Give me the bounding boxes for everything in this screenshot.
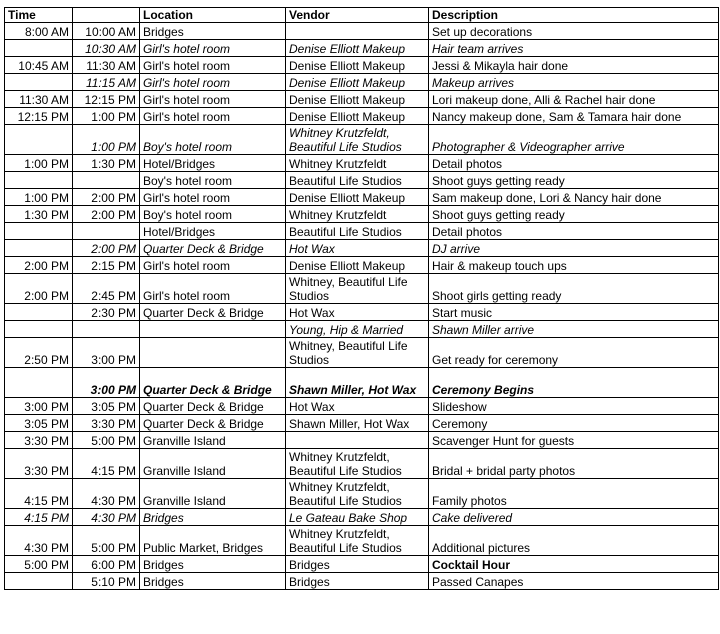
vendor-cell: Hot Wax [286, 240, 429, 257]
table-row [5, 23, 719, 40]
end-time-cell: 1:00 PM [73, 125, 140, 155]
header-time-end [73, 8, 140, 23]
description-cell: Family photos [429, 479, 719, 509]
table-row [5, 321, 719, 338]
vendor-cell: Hot Wax [286, 398, 429, 415]
header-vendor: Vendor [286, 8, 429, 23]
location-cell: Boy's hotel room [140, 206, 286, 223]
start-time-cell: 2:50 PM [5, 338, 73, 368]
location-cell: Girl's hotel room [140, 189, 286, 206]
header-location: Location [140, 8, 286, 23]
start-time-cell [5, 368, 73, 398]
table-row [5, 257, 719, 274]
location-cell: Hotel/Bridges [140, 155, 286, 172]
start-time-cell [5, 573, 73, 590]
location-cell: Girl's hotel room [140, 91, 286, 108]
schedule-table [4, 7, 719, 590]
location-cell: Bridges [140, 23, 286, 40]
vendor-cell: Hot Wax [286, 304, 429, 321]
location-cell: Girl's hotel room [140, 57, 286, 74]
table-row [5, 108, 719, 125]
start-time-cell [5, 172, 73, 189]
description-cell: Start music [429, 304, 719, 321]
table-row [5, 338, 719, 368]
vendor-cell: Whitney Krutzfeldt, Beautiful Life Studios [286, 479, 429, 509]
table-row [5, 479, 719, 509]
start-time-cell: 1:30 PM [5, 206, 73, 223]
start-time-cell: 3:30 PM [5, 432, 73, 449]
table-row [5, 206, 719, 223]
vendor-cell: Bridges [286, 556, 429, 573]
end-time-cell: 1:00 PM [73, 108, 140, 125]
vendor-cell [286, 432, 429, 449]
vendor-cell: Whitney Krutzfeldt [286, 206, 429, 223]
vendor-cell: Beautiful Life Studios [286, 223, 429, 240]
location-cell: Granville Island [140, 432, 286, 449]
vendor-cell: Shawn Miller, Hot Wax [286, 368, 429, 398]
start-time-cell [5, 321, 73, 338]
location-cell: Girl's hotel room [140, 40, 286, 57]
table-row [5, 40, 719, 57]
description-cell: Scavenger Hunt for guests [429, 432, 719, 449]
table-row [5, 189, 719, 206]
vendor-cell: Denise Elliott Makeup [286, 108, 429, 125]
vendor-cell: Denise Elliott Makeup [286, 74, 429, 91]
vendor-cell: Denise Elliott Makeup [286, 91, 429, 108]
vendor-cell: Denise Elliott Makeup [286, 57, 429, 74]
start-time-cell [5, 125, 73, 155]
table-row [5, 155, 719, 172]
table-row [5, 573, 719, 590]
table-row [5, 368, 719, 398]
location-cell: Granville Island [140, 479, 286, 509]
description-cell: Ceremony [429, 415, 719, 432]
start-time-cell [5, 304, 73, 321]
end-time-cell: 3:00 PM [73, 338, 140, 368]
table-row [5, 415, 719, 432]
end-time-cell [73, 172, 140, 189]
table-row [5, 432, 719, 449]
vendor-cell: Whitney, Beautiful Life Studios [286, 274, 429, 304]
description-cell: Get ready for ceremony [429, 338, 719, 368]
start-time-cell: 5:00 PM [5, 556, 73, 573]
location-cell: Girl's hotel room [140, 74, 286, 91]
start-time-cell: 10:45 AM [5, 57, 73, 74]
description-cell: Bridal + bridal party photos [429, 449, 719, 479]
end-time-cell: 2:00 PM [73, 240, 140, 257]
description-cell: Slideshow [429, 398, 719, 415]
location-cell: Quarter Deck & Bridge [140, 304, 286, 321]
end-time-cell: 6:00 PM [73, 556, 140, 573]
table-row [5, 125, 719, 155]
description-cell: Jessi & Mikayla hair done [429, 57, 719, 74]
table-row [5, 526, 719, 556]
vendor-cell: Shawn Miller, Hot Wax [286, 415, 429, 432]
description-cell: Detail photos [429, 223, 719, 240]
description-cell: Passed Canapes [429, 573, 719, 590]
end-time-cell [73, 321, 140, 338]
start-time-cell: 4:15 PM [5, 509, 73, 526]
description-cell: Shoot girls getting ready [429, 274, 719, 304]
description-cell: Hair team arrives [429, 40, 719, 57]
table-row [5, 304, 719, 321]
location-cell: Quarter Deck & Bridge [140, 415, 286, 432]
description-cell: Photographer & Videographer arrive [429, 125, 719, 155]
description-cell: Cake delivered [429, 509, 719, 526]
location-cell: Boy's hotel room [140, 125, 286, 155]
vendor-cell: Whitney Krutzfeldt [286, 155, 429, 172]
description-cell: Ceremony Begins [429, 368, 719, 398]
table-row [5, 223, 719, 240]
table-row [5, 398, 719, 415]
table-row [5, 449, 719, 479]
location-cell: Hotel/Bridges [140, 223, 286, 240]
end-time-cell: 5:00 PM [73, 432, 140, 449]
start-time-cell: 4:30 PM [5, 526, 73, 556]
description-cell: Shoot guys getting ready [429, 172, 719, 189]
end-time-cell: 5:00 PM [73, 526, 140, 556]
table-row [5, 556, 719, 573]
location-cell: Boy's hotel room [140, 172, 286, 189]
description-cell: DJ arrive [429, 240, 719, 257]
end-time-cell: 4:15 PM [73, 449, 140, 479]
description-cell: Set up decorations [429, 23, 719, 40]
vendor-cell: Denise Elliott Makeup [286, 257, 429, 274]
vendor-cell: Whitney Krutzfeldt, Beautiful Life Studios [286, 526, 429, 556]
header-description: Description [429, 8, 719, 23]
location-cell: Quarter Deck & Bridge [140, 240, 286, 257]
location-cell: Bridges [140, 573, 286, 590]
description-cell: Hair & makeup touch ups [429, 257, 719, 274]
vendor-cell: Whitney, Beautiful Life Studios [286, 338, 429, 368]
vendor-cell: Young, Hip & Married [286, 321, 429, 338]
location-cell: Bridges [140, 509, 286, 526]
start-time-cell: 3:05 PM [5, 415, 73, 432]
location-cell: Girl's hotel room [140, 274, 286, 304]
vendor-cell: Whitney Krutzfeldt, Beautiful Life Studios [286, 125, 429, 155]
end-time-cell: 3:30 PM [73, 415, 140, 432]
start-time-cell: 2:00 PM [5, 274, 73, 304]
location-cell [140, 321, 286, 338]
end-time-cell: 4:30 PM [73, 479, 140, 509]
header-time: Time [5, 8, 73, 23]
table-row [5, 74, 719, 91]
start-time-cell: 4:15 PM [5, 479, 73, 509]
start-time-cell: 3:00 PM [5, 398, 73, 415]
start-time-cell: 3:30 PM [5, 449, 73, 479]
vendor-cell: Denise Elliott Makeup [286, 189, 429, 206]
table-row [5, 57, 719, 74]
description-cell: Sam makeup done, Lori & Nancy hair done [429, 189, 719, 206]
table-row [5, 172, 719, 189]
start-time-cell [5, 74, 73, 91]
start-time-cell: 11:30 AM [5, 91, 73, 108]
description-cell: Shoot guys getting ready [429, 206, 719, 223]
location-cell: Girl's hotel room [140, 257, 286, 274]
description-cell: Nancy makeup done, Sam & Tamara hair done [429, 108, 719, 125]
header-row [5, 8, 719, 23]
start-time-cell [5, 240, 73, 257]
description-cell: Lori makeup done, Alli & Rachel hair done [429, 91, 719, 108]
end-time-cell: 10:00 AM [73, 23, 140, 40]
start-time-cell [5, 223, 73, 240]
vendor-cell: Beautiful Life Studios [286, 172, 429, 189]
start-time-cell [5, 40, 73, 57]
vendor-cell: Denise Elliott Makeup [286, 40, 429, 57]
end-time-cell: 2:30 PM [73, 304, 140, 321]
location-cell: Quarter Deck & Bridge [140, 398, 286, 415]
description-cell: Shawn Miller arrive [429, 321, 719, 338]
end-time-cell: 5:10 PM [73, 573, 140, 590]
location-cell: Girl's hotel room [140, 108, 286, 125]
description-cell: Detail photos [429, 155, 719, 172]
schedule-body [5, 23, 719, 590]
end-time-cell: 2:15 PM [73, 257, 140, 274]
description-cell: Makeup arrives [429, 74, 719, 91]
end-time-cell: 11:15 AM [73, 74, 140, 91]
vendor-cell: Bridges [286, 573, 429, 590]
end-time-cell [73, 223, 140, 240]
start-time-cell: 8:00 AM [5, 23, 73, 40]
table-row [5, 240, 719, 257]
end-time-cell: 2:00 PM [73, 189, 140, 206]
location-cell: Public Market, Bridges [140, 526, 286, 556]
end-time-cell: 4:30 PM [73, 509, 140, 526]
end-time-cell: 12:15 PM [73, 91, 140, 108]
vendor-cell [286, 23, 429, 40]
end-time-cell: 11:30 AM [73, 57, 140, 74]
description-cell: Additional pictures [429, 526, 719, 556]
start-time-cell: 2:00 PM [5, 257, 73, 274]
location-cell [140, 338, 286, 368]
table-row [5, 91, 719, 108]
location-cell: Bridges [140, 556, 286, 573]
end-time-cell: 3:00 PM [73, 368, 140, 398]
location-cell: Quarter Deck & Bridge [140, 368, 286, 398]
vendor-cell: Whitney Krutzfeldt, Beautiful Life Studios [286, 449, 429, 479]
end-time-cell: 1:30 PM [73, 155, 140, 172]
table-row [5, 274, 719, 304]
end-time-cell: 3:05 PM [73, 398, 140, 415]
location-cell: Granville Island [140, 449, 286, 479]
start-time-cell: 12:15 PM [5, 108, 73, 125]
vendor-cell: Le Gateau Bake Shop [286, 509, 429, 526]
end-time-cell: 2:45 PM [73, 274, 140, 304]
start-time-cell: 1:00 PM [5, 189, 73, 206]
table-row [5, 509, 719, 526]
start-time-cell: 1:00 PM [5, 155, 73, 172]
end-time-cell: 10:30 AM [73, 40, 140, 57]
end-time-cell: 2:00 PM [73, 206, 140, 223]
description-cell: Cocktail Hour [429, 556, 719, 573]
